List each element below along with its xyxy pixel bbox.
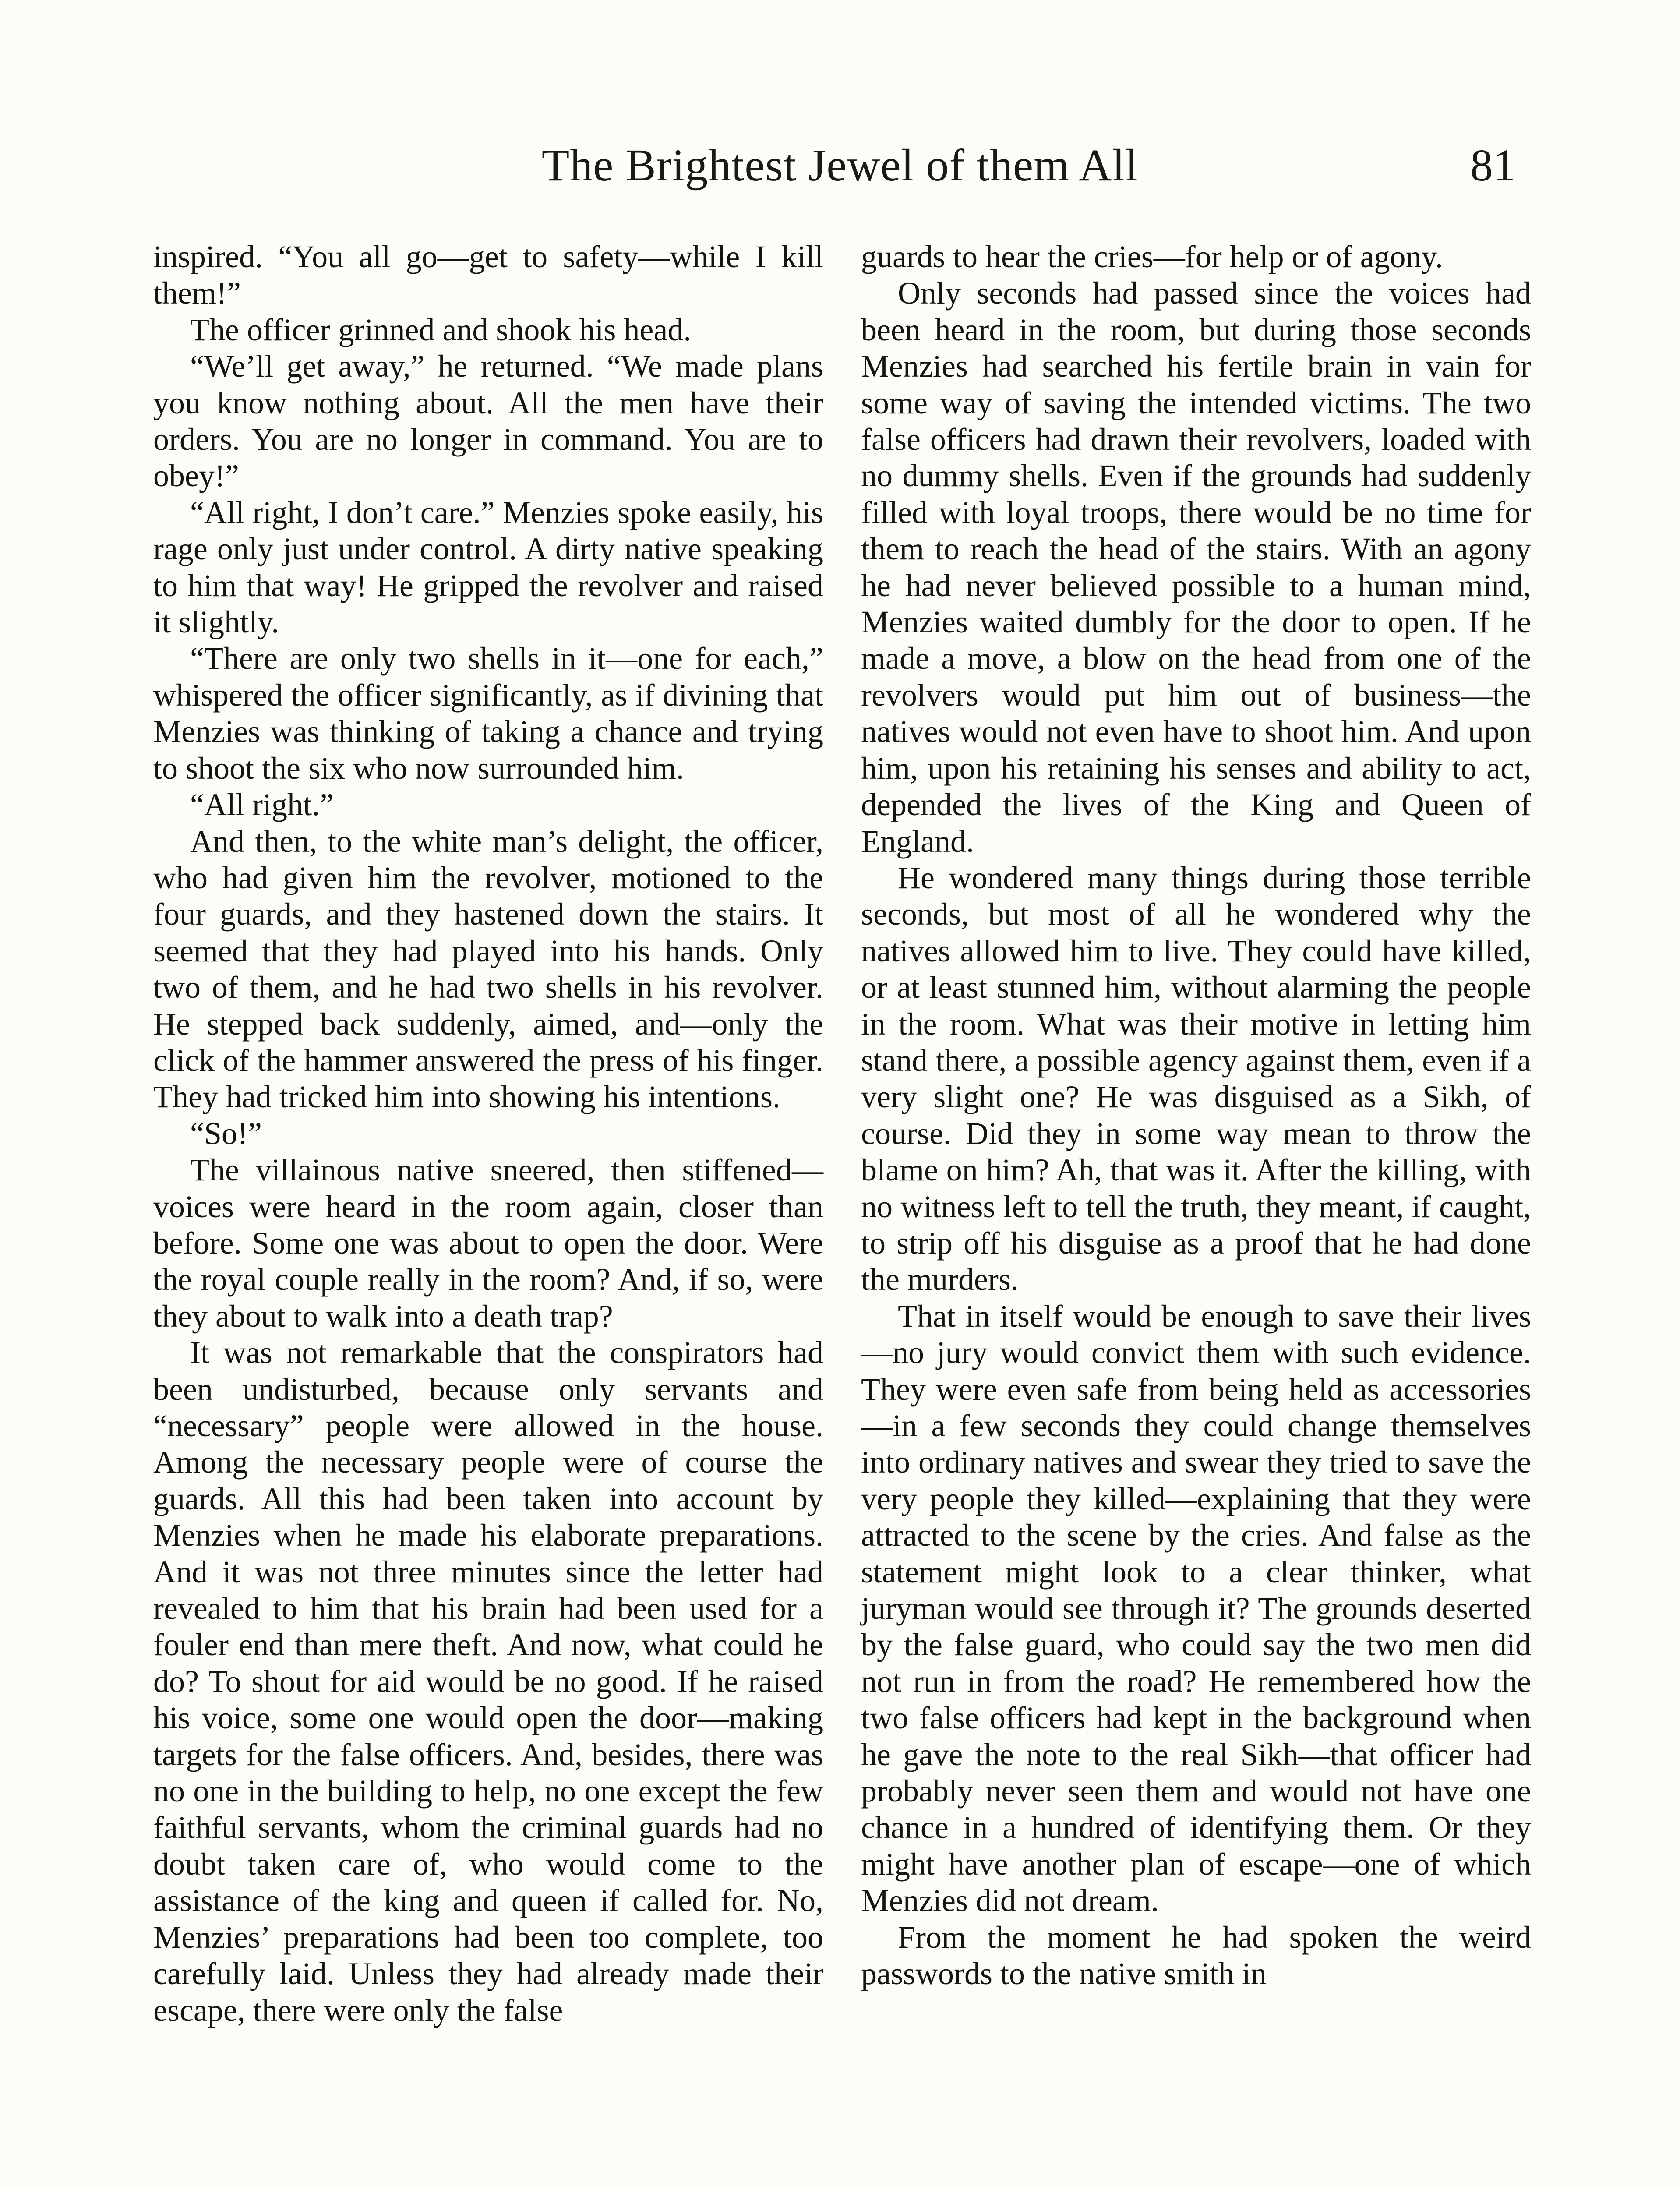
paragraph: “All right.” — [190, 787, 334, 823]
text-column-right — [861, 239, 1531, 1992]
paragraph: guards to hear the cries—for help or of agony. — [861, 239, 1443, 274]
paragraph: The villainous native sneered, then stiffened—voices were heard in the room again, closer than before. Some one was about to open the door. Were the royal couple really in the room? And, if so, were they about to walk into a death trap? — [153, 1152, 823, 1334]
text-column-left — [153, 239, 823, 2029]
paragraph: Only seconds had passed since the voices had been heard in the room, but during those seconds Menzies had searched his fertile brain in vain for some way of saving the intended victims. The two false officers had drawn their revolvers, loaded with no dummy shells. Even if the grounds had suddenly filled with loyal troops, there would be no time for them to reach the head of the stairs. With an agony he had never believed possible to a human mind, Menzies waited dumbly for the door to open. If he made a move, a blow on the head from one of the revolvers would put him out of business—the natives would not even have to shoot him. And upon him, upon his retaining his senses and ability to act, depended the lives of the King and Queen of England. — [861, 276, 1531, 859]
paragraph: “All right, I don’t care.” Menzies spoke easily, his rage only just under control. A dirty native speaking to him that way! He gripped the revolver and raised it slightly. — [153, 495, 823, 640]
paragraph: The officer grinned and shook his head. — [190, 312, 692, 347]
paragraph: “We’ll get away,” he returned. “We made plans you know nothing about. All the men have their orders. You are no longer in command. You are to obey!” — [153, 349, 823, 494]
paragraph: From the moment he had spoken the weird passwords to the native smith in — [861, 1919, 1531, 1992]
paragraph: It was not remarkable that the conspirators had been undisturbed, because only servants and “necessary” people were allowed in the house. Among the necessary people were of course the guards. All this had been taken into account by Menzies when he made his elaborate preparations. And it was not three minutes since the letter had revealed to him that his brain had been used for a fouler end than mere theft. And now, what could he do? To shout for aid would be no good. If he raised his voice, some one would open the door—making targets for the false officers. And, besides, there was no one in the building to help, no one except the few faithful servants, whom the criminal guards had no doubt taken care of, who would come to the assistance of the king and queen if called for. No, Menzies’ preparations had been too complete, too carefully laid. Unless they had already made their escape, there were only the false — [153, 1335, 823, 2028]
paragraph: And then, to the white man’s delight, the officer, who had given him the revolver, motioned to the four guards, and they hastened down the stairs. It seemed that they had played into his hands. Only two of them, and he had two shells in his revolver. He stepped back suddenly, aimed, and—only the click of the hammer answered the press of his finger. They had tricked him into showing his intentions. — [153, 823, 823, 1115]
page-number: 81 — [1470, 140, 1516, 191]
paragraph: inspired. “You all go—get to safety—while I kill them!” — [153, 239, 823, 311]
running-header-title: The Brightest Jewel of them All — [541, 140, 1139, 191]
paragraph: “There are only two shells in it—one for each,” whispered the officer significantly, as if divining that Menzies was thinking of taking a chance and trying to shoot the six who now surrounded him. — [153, 641, 823, 786]
paragraph: “So!” — [190, 1116, 262, 1151]
paragraph: He wondered many things during those terrible seconds, but most of all he wondered why the natives allowed him to live. They could have killed, or at least stunned him, without alarming the people in the room. What was their motive in letting him stand there, a possible agency against them, even if a very slight one? He was disguised as a Sikh, of course. Did they in some way mean to throw the blame on him? Ah, that was it. After the killing, with no witness left to tell the truth, they meant, if caught, to strip off his disguise as a proof that he had done the murders. — [861, 860, 1531, 1297]
paragraph: That in itself would be enough to save their lives—no jury would convict them with such evidence. They were even safe from being held as accessories—in a few seconds they could change themselves into ordinary natives and swear they tried to save the very people they killed—explaining that they were attracted to the scene by the cries. And false as the statement might look to a clear thinker, what juryman would see through it? The grounds deserted by the false guard, who could say the two men did not run in from the road? He remembered how the two false officers had kept in the background when he gave the note to the real Sikh—that officer had probably never seen them and would not have one chance in a hundred of identifying them. Or they might have another plan of escape—one of which Menzies did not dream. — [861, 1298, 1531, 1918]
